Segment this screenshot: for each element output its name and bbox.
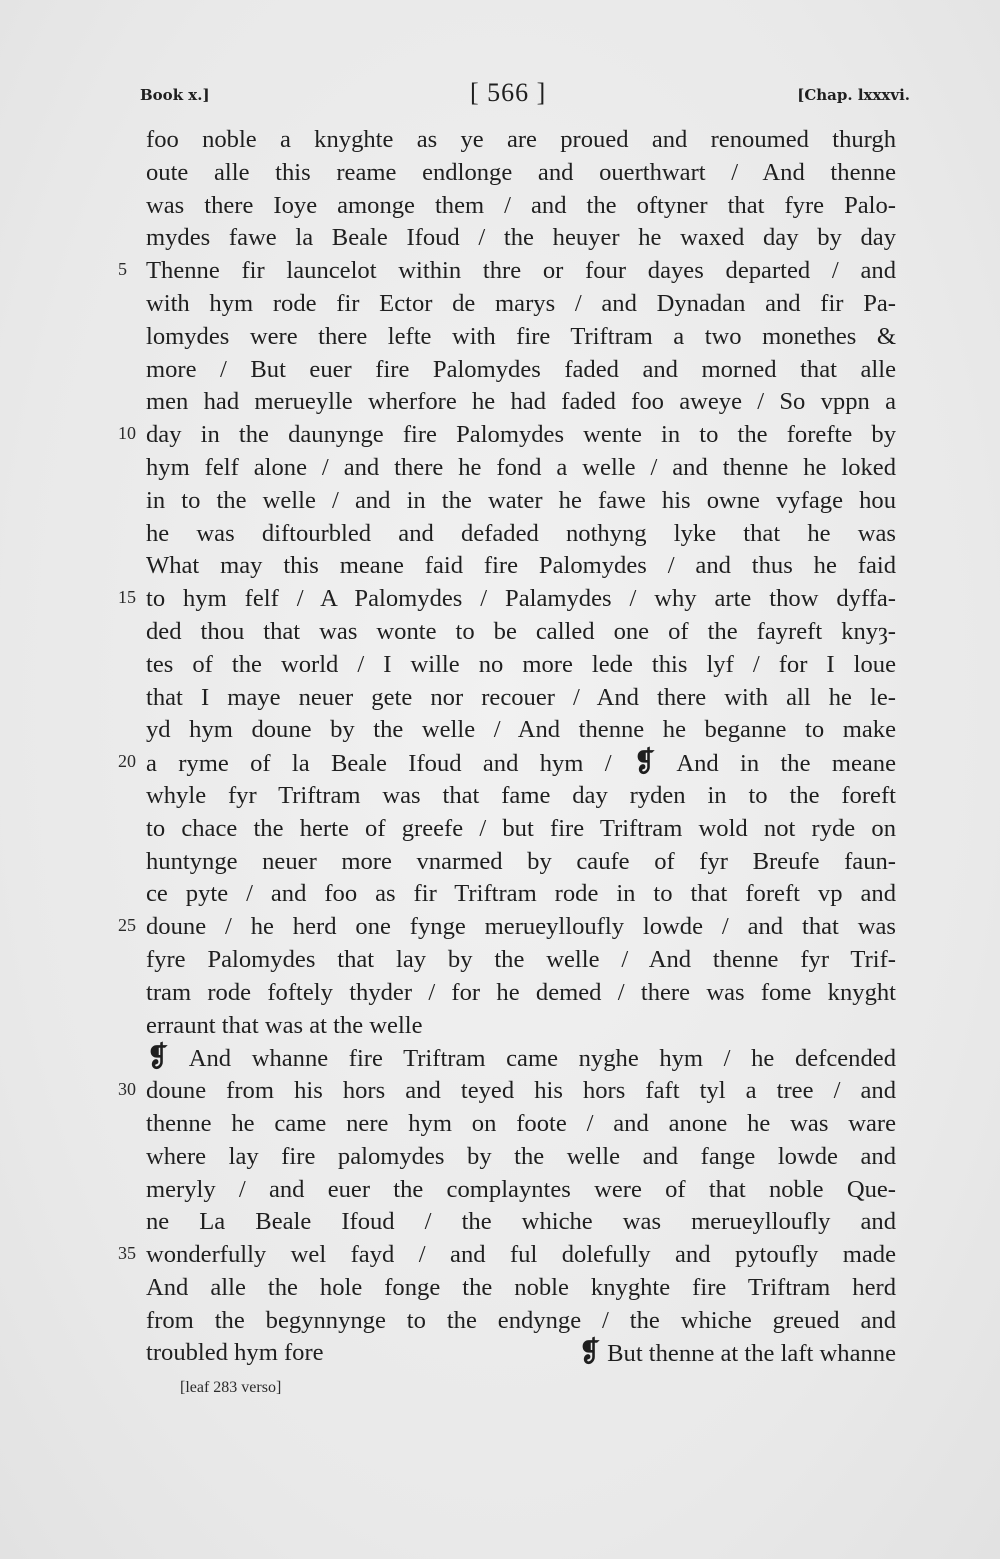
line-text: to chace the herte of greefe / but fire Triftram wold not ryde on bbox=[146, 814, 896, 842]
text-line bbox=[0, 354, 1000, 387]
pilcrow-mark: ❡ bbox=[634, 747, 656, 779]
line-text: ❡ And whanne fire Triftram came nyghe hym / he defcended bbox=[147, 1042, 896, 1074]
text-line-final bbox=[0, 1337, 1000, 1370]
line-text: men had merueylle wherfore he had faded foo aweye / So vppn a bbox=[146, 388, 896, 416]
line-number: 10 bbox=[118, 423, 136, 444]
line-number: 35 bbox=[118, 1243, 136, 1264]
line-text: huntynge neuer more vnarmed by caufe of fyr Breufe faun- bbox=[146, 847, 896, 875]
text-line bbox=[0, 616, 1000, 649]
text-line bbox=[0, 255, 1000, 288]
text-line bbox=[0, 583, 1000, 616]
text-line bbox=[0, 485, 1000, 518]
line-text: foo noble a knyghte as ye are proued and renoumed thurgh bbox=[146, 126, 896, 153]
line-text: from the begynnynge to the endynge / the whiche greued and bbox=[146, 1306, 896, 1334]
line-text: ce pyte / and foo as fir Triftram rode in to that foreft vp and bbox=[146, 880, 896, 908]
line-text: ded thou that was wonte to be called one of the fayreft knyȝ- bbox=[146, 617, 896, 645]
text-line bbox=[0, 288, 1000, 321]
line-text: erraunt that was at the welle bbox=[146, 1011, 423, 1039]
line-text: meryly / and euer the complayntes were of that noble Que- bbox=[146, 1175, 896, 1203]
text-line bbox=[0, 977, 1000, 1010]
text-line bbox=[0, 1272, 1000, 1305]
line-text: oute alle this reame endlonge and ouerthwart / And thenne bbox=[146, 158, 896, 186]
text-line bbox=[0, 846, 1000, 879]
text-line bbox=[0, 813, 1000, 846]
text-line bbox=[0, 419, 1000, 452]
page-number: [ 566 ] bbox=[470, 78, 547, 107]
line-text: mydes fawe la Beale Ifoud / the heuyer he waxed day by day bbox=[146, 224, 896, 252]
leaf-marginal-note: [leaf 283 verso] bbox=[180, 1379, 282, 1396]
line-number: 15 bbox=[118, 587, 136, 608]
line-text: tes of the world / I wille no more lede this lyf / for I loue bbox=[146, 650, 896, 678]
pilcrow-mark: ❡ bbox=[147, 1042, 169, 1074]
text-line bbox=[0, 944, 1000, 977]
pilcrow-mark: ❡ bbox=[578, 1337, 600, 1369]
final-line-right: ❡ But thenne at the laft whanne bbox=[578, 1337, 896, 1369]
line-text: hym felf alone / and there he fond a welle / and thenne he loked bbox=[146, 453, 896, 481]
line-text: to hym felf / A Palomydes / Palamydes / why arte thow dyffa- bbox=[146, 585, 896, 613]
text-line bbox=[0, 649, 1000, 682]
line-text: Thenne fir launcelot within thre or four dayes departed / and bbox=[146, 257, 896, 285]
text-line bbox=[0, 550, 1000, 583]
line-text: was there Ioye amonge them / and the oftyner that fyre Palo- bbox=[146, 191, 896, 219]
text-line bbox=[0, 222, 1000, 255]
final-line-left: troubled hym fore bbox=[146, 1339, 324, 1367]
body-text bbox=[0, 124, 1000, 1370]
line-text: What may this meane faid fire Palomydes / and thus he faid bbox=[146, 552, 896, 580]
line-text: day in the daunynge fire Palomydes wente in to the forefte by bbox=[146, 421, 896, 449]
text-line bbox=[0, 1108, 1000, 1141]
line-text: whyle fyr Triftram was that fame day ryden in to the foreft bbox=[146, 781, 896, 809]
line-number: 30 bbox=[118, 1079, 136, 1100]
line-number: 20 bbox=[118, 751, 136, 772]
text-line bbox=[0, 682, 1000, 715]
text-line bbox=[0, 1042, 1000, 1075]
line-number: 25 bbox=[118, 915, 136, 936]
line-text: that I maye neuer gete nor recouer / And there with all he le- bbox=[146, 683, 896, 711]
line-text: fyre Palomydes that lay by the welle / And thenne fyr Trif- bbox=[146, 945, 896, 973]
line-number: 5 bbox=[118, 259, 127, 280]
text-line bbox=[0, 518, 1000, 551]
line-text: where lay fire palomydes by the welle and fange lowde and bbox=[146, 1142, 896, 1170]
line-text: doune from his hors and teyed his hors faft tyl a tree / and bbox=[146, 1077, 896, 1105]
chapter-number: [Chap. lxxxvi. bbox=[797, 86, 910, 104]
text-line bbox=[0, 321, 1000, 354]
line-text: yd hym doune by the welle / And thenne he beganne to make bbox=[146, 716, 896, 744]
text-line bbox=[0, 878, 1000, 911]
text-line bbox=[0, 190, 1000, 223]
text-line bbox=[0, 386, 1000, 419]
text-line bbox=[0, 714, 1000, 747]
line-text: thenne he came nere hym on foote / and anone he was ware bbox=[146, 1109, 896, 1137]
text-line bbox=[0, 1239, 1000, 1272]
text-line bbox=[0, 1010, 1000, 1043]
text-line bbox=[0, 1174, 1000, 1207]
line-text: wonderfully wel fayd / and ful dolefully and pytoufly made bbox=[146, 1241, 896, 1269]
text-line bbox=[0, 157, 1000, 190]
line-text: And alle the hole fonge the noble knyghte fire Triftram herd bbox=[146, 1273, 896, 1301]
line-text: lomydes were there lefte with fire Triftram a two monethes & bbox=[146, 322, 896, 350]
line-text: doune / he herd one fynge merueylloufly lowde / and that was bbox=[146, 913, 896, 941]
line-text: ne La Beale Ifoud / the whiche was merueylloufly and bbox=[146, 1208, 896, 1236]
line-text: more / But euer fire Palomydes faded and morned that alle bbox=[146, 355, 896, 383]
text-line bbox=[0, 452, 1000, 485]
running-head bbox=[140, 78, 910, 112]
text-line bbox=[0, 911, 1000, 944]
text-line bbox=[0, 1305, 1000, 1338]
text-line bbox=[0, 124, 1000, 157]
text-line bbox=[0, 1075, 1000, 1108]
text-line bbox=[0, 780, 1000, 813]
text-line bbox=[0, 1206, 1000, 1239]
text-line bbox=[0, 747, 1000, 780]
book-number: Book x.] bbox=[140, 86, 210, 104]
line-text: with hym rode fir Ector de marys / and Dynadan and fir Pa- bbox=[146, 289, 896, 317]
line-text: a ryme of la Beale Ifoud and hym / ❡ And in the meane bbox=[146, 747, 896, 779]
line-text: tram rode foftely thyder / for he demed / there was fome knyght bbox=[146, 978, 896, 1006]
line-text: in to the welle / and in the water he fawe his owne vyfage hou bbox=[146, 486, 896, 514]
text-line bbox=[0, 1141, 1000, 1174]
line-text: he was diftourbled and defaded nothyng lyke that he was bbox=[146, 519, 896, 547]
